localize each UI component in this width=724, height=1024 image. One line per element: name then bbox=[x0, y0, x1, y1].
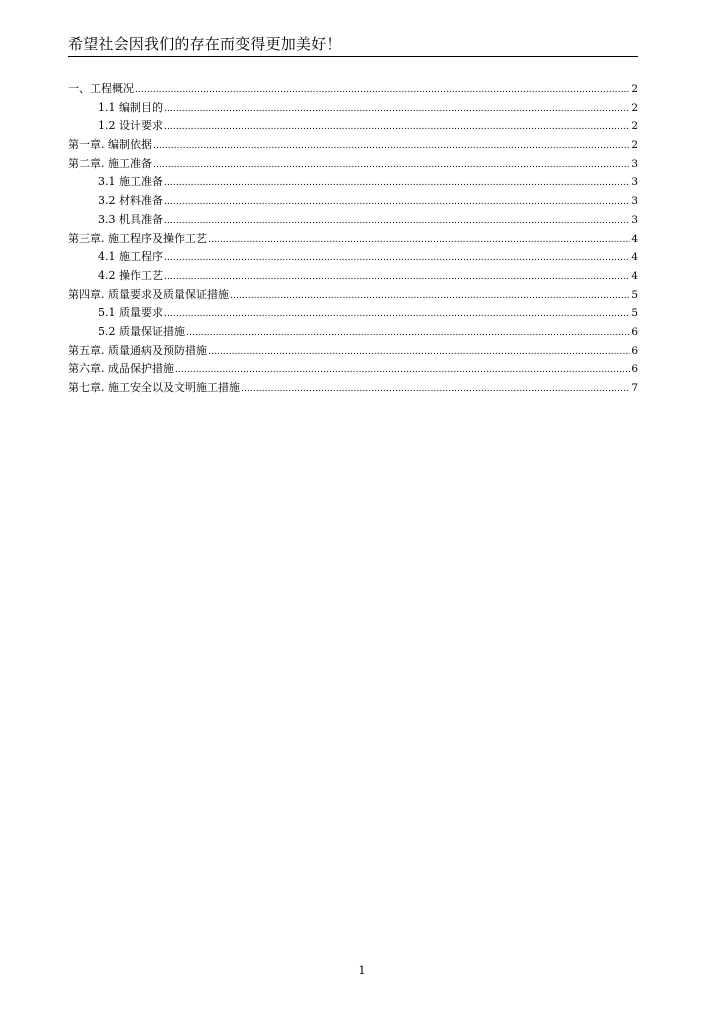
toc-entry-page: 4 bbox=[631, 251, 638, 264]
toc-entry[interactable] bbox=[68, 342, 638, 361]
toc-dot-leader bbox=[241, 380, 630, 399]
toc-entry-title: 3.1 施工准备 bbox=[98, 175, 163, 189]
toc-entry[interactable] bbox=[68, 117, 638, 136]
toc-entry-page: 2 bbox=[631, 120, 638, 133]
toc-entry-title: 第四章. 质量要求及质量保证措施 bbox=[68, 287, 229, 301]
toc-dot-leader bbox=[164, 268, 630, 287]
toc-entry[interactable] bbox=[68, 379, 638, 398]
toc-entry-title: 4.2 操作工艺 bbox=[98, 268, 163, 282]
toc-entry-page: 7 bbox=[631, 382, 638, 394]
toc-entry-title: 第七章. 施工安全以及文明施工措施 bbox=[68, 381, 240, 394]
toc-entry-title: 1.1 编制目的 bbox=[98, 100, 163, 114]
page-number: 1 bbox=[358, 964, 366, 977]
toc-entry[interactable] bbox=[68, 155, 638, 174]
toc-dot-leader bbox=[164, 212, 630, 231]
toc-entry[interactable] bbox=[68, 304, 638, 323]
toc-dot-leader bbox=[175, 361, 630, 380]
toc-entry-title: 3.2 材料准备 bbox=[98, 194, 163, 208]
table-of-contents bbox=[68, 80, 638, 398]
toc-entry-title: 一、工程概况 bbox=[68, 82, 134, 95]
toc-entry[interactable] bbox=[68, 192, 638, 211]
toc-entry-page: 4 bbox=[631, 232, 638, 245]
toc-entry-title: 4.1 施工程序 bbox=[98, 250, 163, 264]
header-text: 希望社会因我们的存在而变得更加美好！ bbox=[68, 35, 342, 53]
toc-entry-title: 第一章. 编制依据 bbox=[68, 138, 152, 152]
toc-entry[interactable] bbox=[68, 80, 638, 99]
toc-entry-title: 第五章. 质量通病及预防措施 bbox=[68, 343, 207, 357]
toc-entry[interactable] bbox=[68, 248, 638, 267]
toc-entry-title: 1.2 设计要求 bbox=[98, 119, 163, 133]
toc-entry-page: 3 bbox=[631, 213, 638, 226]
toc-entry-title: 3.3 机具准备 bbox=[98, 212, 163, 226]
toc-dot-leader bbox=[164, 118, 630, 137]
toc-entry-title: 第六章. 成品保护措施 bbox=[68, 362, 174, 376]
toc-dot-leader bbox=[153, 137, 630, 156]
toc-entry[interactable] bbox=[68, 173, 638, 192]
toc-dot-leader bbox=[230, 287, 630, 306]
toc-dot-leader bbox=[153, 156, 630, 175]
toc-entry-page: 4 bbox=[631, 269, 638, 282]
toc-entry[interactable] bbox=[68, 286, 638, 305]
toc-dot-leader bbox=[208, 343, 630, 362]
toc-entry[interactable] bbox=[68, 230, 638, 249]
toc-entry-page: 5 bbox=[631, 288, 638, 301]
toc-entry[interactable] bbox=[68, 360, 638, 379]
toc-entry-page: 3 bbox=[631, 195, 638, 208]
toc-dot-leader bbox=[186, 324, 630, 343]
toc-entry[interactable] bbox=[68, 136, 638, 155]
toc-entry[interactable] bbox=[68, 267, 638, 286]
toc-entry-page: 2 bbox=[631, 83, 638, 95]
toc-entry-page: 6 bbox=[631, 344, 638, 357]
toc-entry-page: 6 bbox=[631, 325, 638, 338]
toc-entry[interactable] bbox=[68, 323, 638, 342]
toc-dot-leader bbox=[164, 174, 630, 193]
toc-entry[interactable] bbox=[68, 211, 638, 230]
toc-dot-leader bbox=[164, 305, 630, 324]
toc-entry-page: 5 bbox=[631, 307, 638, 320]
toc-entry-title: 5.1 质量要求 bbox=[98, 306, 163, 320]
toc-entry-title: 第三章. 施工程序及操作工艺 bbox=[68, 231, 207, 245]
toc-entry-title: 5.2 质量保证措施 bbox=[98, 324, 185, 338]
toc-entry[interactable] bbox=[68, 99, 638, 118]
toc-entry-page: 2 bbox=[631, 139, 638, 152]
toc-entry-page: 3 bbox=[631, 157, 638, 170]
toc-entry-title: 第二章. 施工准备 bbox=[68, 156, 152, 170]
toc-dot-leader bbox=[164, 100, 630, 119]
toc-dot-leader bbox=[164, 249, 630, 268]
toc-entry-page: 3 bbox=[631, 176, 638, 189]
toc-entry-page: 6 bbox=[631, 363, 638, 376]
toc-dot-leader bbox=[135, 81, 630, 100]
toc-dot-leader bbox=[208, 231, 630, 250]
page-header bbox=[68, 34, 638, 57]
toc-entry-page: 2 bbox=[631, 101, 638, 114]
toc-dot-leader bbox=[164, 193, 630, 212]
